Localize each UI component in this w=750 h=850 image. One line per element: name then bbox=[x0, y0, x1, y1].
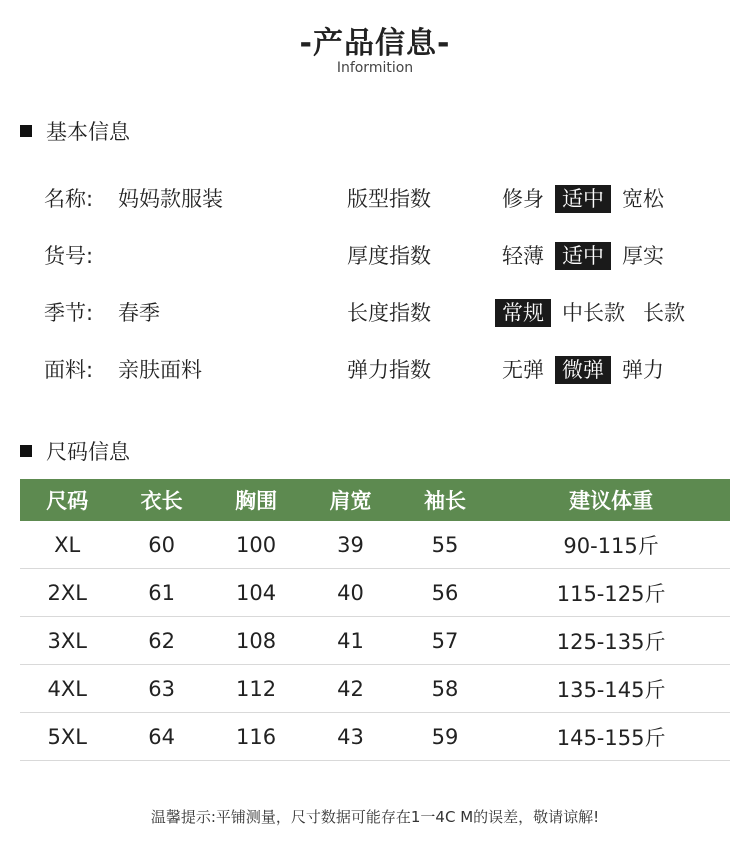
info-label: 季节: bbox=[44, 301, 94, 325]
table-cell: 60 bbox=[114, 521, 208, 569]
table-cell: 135-145斤 bbox=[492, 665, 730, 713]
table-cell: 125-135斤 bbox=[492, 617, 730, 665]
table-cell: 58 bbox=[398, 665, 492, 713]
index-option: 修身 bbox=[502, 187, 544, 211]
table-cell: 59 bbox=[398, 713, 492, 761]
page-title: -产品信息- bbox=[299, 26, 451, 61]
index-option: 弹力 bbox=[622, 358, 664, 382]
column-header: 胸围 bbox=[209, 479, 303, 521]
column-header: 建议体重 bbox=[492, 479, 730, 521]
table-cell: 2XL bbox=[20, 569, 114, 617]
index-label: 厚度指数 bbox=[347, 244, 431, 268]
page-subtitle: Informition bbox=[336, 60, 414, 76]
table-cell: 145-155斤 bbox=[492, 713, 730, 761]
info-label: 货号: bbox=[44, 244, 94, 268]
table-cell: 57 bbox=[398, 617, 492, 665]
index-option: 无弹 bbox=[502, 358, 544, 382]
index-option: 宽松 bbox=[622, 187, 664, 211]
table-row bbox=[20, 617, 730, 665]
table-cell: 104 bbox=[209, 569, 303, 617]
column-header: 肩宽 bbox=[303, 479, 397, 521]
table-cell: 4XL bbox=[20, 665, 114, 713]
index-options bbox=[495, 297, 696, 329]
table-cell: 39 bbox=[303, 521, 397, 569]
table-row bbox=[20, 569, 730, 617]
size-table bbox=[20, 479, 730, 761]
info-value: 春季 bbox=[118, 301, 160, 325]
index-label: 长度指数 bbox=[347, 301, 431, 325]
index-label: 版型指数 bbox=[347, 187, 431, 211]
table-cell: 3XL bbox=[20, 617, 114, 665]
size-info-heading-text: 尺码信息 bbox=[46, 440, 130, 464]
index-options bbox=[495, 240, 675, 272]
index-option: 轻薄 bbox=[502, 244, 544, 268]
info-value: 妈妈款服装 bbox=[118, 187, 223, 211]
footer-note: 温馨提示:平铺测量，尺寸数据可能存在1一4C M的误差，敬请谅解! bbox=[150, 808, 600, 826]
index-option-selected: 常规 bbox=[495, 299, 551, 327]
table-cell: 40 bbox=[303, 569, 397, 617]
table-row bbox=[20, 665, 730, 713]
table-row bbox=[20, 521, 730, 569]
index-label: 弹力指数 bbox=[347, 358, 431, 382]
table-row bbox=[20, 713, 730, 761]
square-bullet-icon bbox=[20, 445, 32, 457]
table-cell: 108 bbox=[209, 617, 303, 665]
info-row bbox=[0, 297, 750, 329]
table-cell: 55 bbox=[398, 521, 492, 569]
info-row bbox=[0, 240, 750, 272]
info-row bbox=[0, 183, 750, 215]
column-header: 尺码 bbox=[20, 479, 114, 521]
table-cell: 61 bbox=[114, 569, 208, 617]
table-cell: 115-125斤 bbox=[492, 569, 730, 617]
info-row bbox=[0, 354, 750, 386]
table-cell: 112 bbox=[209, 665, 303, 713]
table-cell: 5XL bbox=[20, 713, 114, 761]
index-option: 长款 bbox=[643, 301, 685, 325]
table-cell: 100 bbox=[209, 521, 303, 569]
table-cell: 62 bbox=[114, 617, 208, 665]
index-option-selected: 微弹 bbox=[555, 356, 611, 384]
index-option-selected: 适中 bbox=[555, 185, 611, 213]
table-cell: 41 bbox=[303, 617, 397, 665]
column-header: 衣长 bbox=[114, 479, 208, 521]
size-table-header bbox=[20, 479, 730, 521]
index-option: 厚实 bbox=[622, 244, 664, 268]
table-cell: 64 bbox=[114, 713, 208, 761]
column-header: 袖长 bbox=[398, 479, 492, 521]
table-cell: 43 bbox=[303, 713, 397, 761]
info-value: 亲肤面料 bbox=[118, 358, 202, 382]
table-cell: 42 bbox=[303, 665, 397, 713]
table-cell: 63 bbox=[114, 665, 208, 713]
table-cell: 56 bbox=[398, 569, 492, 617]
size-info-heading bbox=[20, 436, 130, 466]
table-cell: 90-115斤 bbox=[492, 521, 730, 569]
index-option-selected: 适中 bbox=[555, 242, 611, 270]
square-bullet-icon bbox=[20, 125, 32, 137]
basic-info-heading-text: 基本信息 bbox=[46, 120, 130, 144]
info-label: 面料: bbox=[44, 358, 94, 382]
index-option: 中长款 bbox=[562, 301, 625, 325]
table-cell: XL bbox=[20, 521, 114, 569]
basic-info-heading bbox=[20, 116, 130, 146]
index-options bbox=[495, 183, 675, 215]
size-table-body bbox=[20, 521, 730, 761]
table-cell: 116 bbox=[209, 713, 303, 761]
info-label: 名称: bbox=[44, 187, 94, 211]
index-options bbox=[495, 354, 675, 386]
